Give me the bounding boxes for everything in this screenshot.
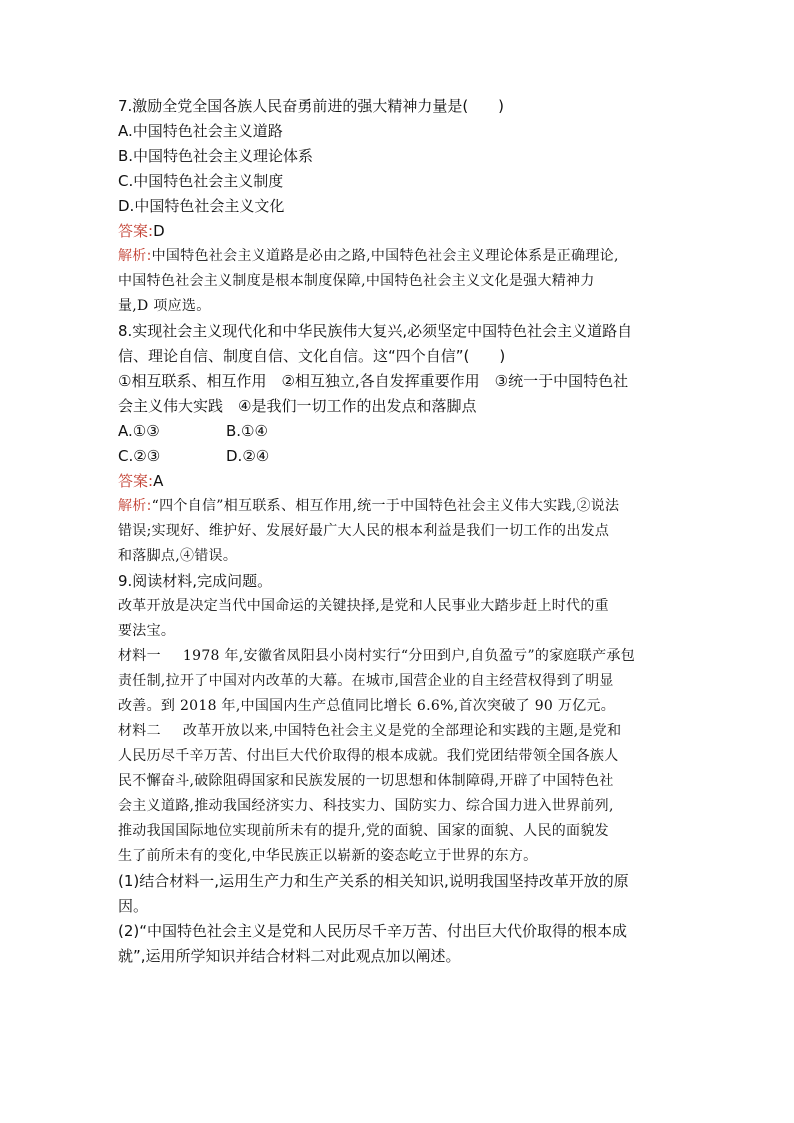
- q8-option-b: B.①④: [226, 422, 268, 440]
- q9-subquestion-1: (1)结合材料一,运用生产力和生产关系的相关知识,说明我国坚持改革开放的原: [118, 872, 629, 890]
- q9-subquestion-1: 因。: [118, 897, 149, 915]
- q8-option-a: A.①③: [118, 422, 160, 440]
- answer-label: 答案:: [118, 222, 154, 240]
- material-2-text: 改革开放以来,中国特色社会主义是党的全部理论和实践的主题,是党和: [182, 723, 622, 739]
- material-1-text: 1978 年,安徽省凤阳县小岗村实行“分田到户,自负盈亏”的家庭联产承包: [182, 648, 635, 664]
- answer-value: D: [153, 222, 165, 240]
- question-7: [118, 94, 680, 319]
- material-2-label: 材料二: [118, 723, 161, 739]
- q9-stem: 9.阅读材料,完成问题。: [118, 572, 273, 590]
- q8-analysis-line: 和落脚点,④错误。: [118, 548, 238, 564]
- material-2: [118, 719, 680, 744]
- material-1-line: 改善。到 2018 年,中国国内生产总值同比增长 6.6%,首次突破了 90 万亿元。: [118, 698, 616, 714]
- q9-subquestion-2: 就”,运用所学知识并结合材料二对此观点加以阐述。: [118, 947, 461, 965]
- material-1: [118, 644, 680, 669]
- q8-options-row: [118, 419, 680, 444]
- question-9: [118, 569, 680, 969]
- material-1-line: 责任制,拉开了中国对内改革的大幕。在城市,国营企业的自主经营权得到了明显: [118, 673, 614, 689]
- q7-analysis-line: 量,D 项应选。: [118, 298, 211, 314]
- material-2-line: 推动我国国际地位实现前所未有的提升,党的面貌、国家的面貌、人民的面貌发: [118, 823, 609, 839]
- q9-subquestion-2: (2)“中国特色社会主义是党和人民历尽千辛万苦、付出巨大代价取得的根本成: [118, 922, 628, 940]
- q8-items: ①相互联系、相互作用 ②相互独立,各自发挥重要作用 ③统一于中国特色社: [118, 372, 629, 390]
- analysis-text: 中国特色社会主义道路是必由之路,中国特色社会主义理论体系是正确理论,: [151, 248, 619, 264]
- q7-answer: [118, 219, 680, 244]
- q8-option-d: D.②④: [226, 447, 270, 465]
- material-1-label: 材料一: [118, 648, 161, 664]
- q7-stem: 7.激励全党全国各族人民奋勇前进的强大精神力量是( ): [118, 97, 505, 115]
- q7-option-b: B.中国特色社会主义理论体系: [118, 147, 314, 165]
- q8-analysis: [118, 494, 680, 519]
- analysis-label: 解析:: [118, 248, 152, 264]
- q7-option-a: A.中国特色社会主义道路: [118, 122, 283, 140]
- analysis-label: 解析:: [118, 498, 152, 514]
- q8-items: 会主义伟大实践 ④是我们一切工作的出发点和落脚点: [118, 397, 477, 415]
- q7-analysis-line: 中国特色社会主义制度是根本制度保障,中国特色社会主义文化是强大精神力: [118, 273, 595, 289]
- q8-stem: 信、理论自信、制度自信、文化自信。这“四个自信”( ): [118, 347, 506, 365]
- analysis-text: “四个自信”相互联系、相互作用,统一于中国特色社会主义伟大实践,②说法: [151, 498, 620, 514]
- material-2-line: 会主义道路,推动我国经济实力、科技实力、国防实力、综合国力进入世界前列,: [118, 798, 614, 814]
- q7-analysis: [118, 244, 680, 269]
- q9-intro: 要法宝。: [118, 623, 176, 639]
- q8-analysis-line: 错误;实现好、维护好、发展好最广大人民的根本利益是我们一切工作的出发点: [118, 523, 610, 539]
- material-2-line: 民不懈奋斗,破除阻碍国家和民族发展的一切思想和体制障碍,开辟了中国特色社: [118, 773, 614, 789]
- q8-answer: [118, 469, 680, 494]
- q8-options-row: [118, 444, 680, 469]
- q8-stem: 8.实现社会主义现代化和中华民族伟大复兴,必须坚定中国特色社会主义道路自: [118, 322, 633, 340]
- answer-label: 答案:: [118, 472, 154, 490]
- q8-option-c: C.②③: [118, 447, 161, 465]
- q9-intro: 改革开放是决定当代中国命运的关键抉择,是党和人民事业大踏步赶上时代的重: [118, 598, 609, 614]
- material-2-line: 人民历尽千辛万苦、付出巨大代价取得的根本成就。我们党团结带领全国各族人: [118, 748, 619, 764]
- q7-option-d: D.中国特色社会主义文化: [118, 197, 285, 215]
- material-2-line: 生了前所未有的变化,中华民族正以崭新的姿态屹立于世界的东方。: [118, 848, 538, 864]
- question-8: [118, 319, 680, 569]
- q7-option-c: C.中国特色社会主义制度: [118, 172, 284, 190]
- content: [118, 94, 680, 969]
- answer-value: A: [153, 472, 164, 490]
